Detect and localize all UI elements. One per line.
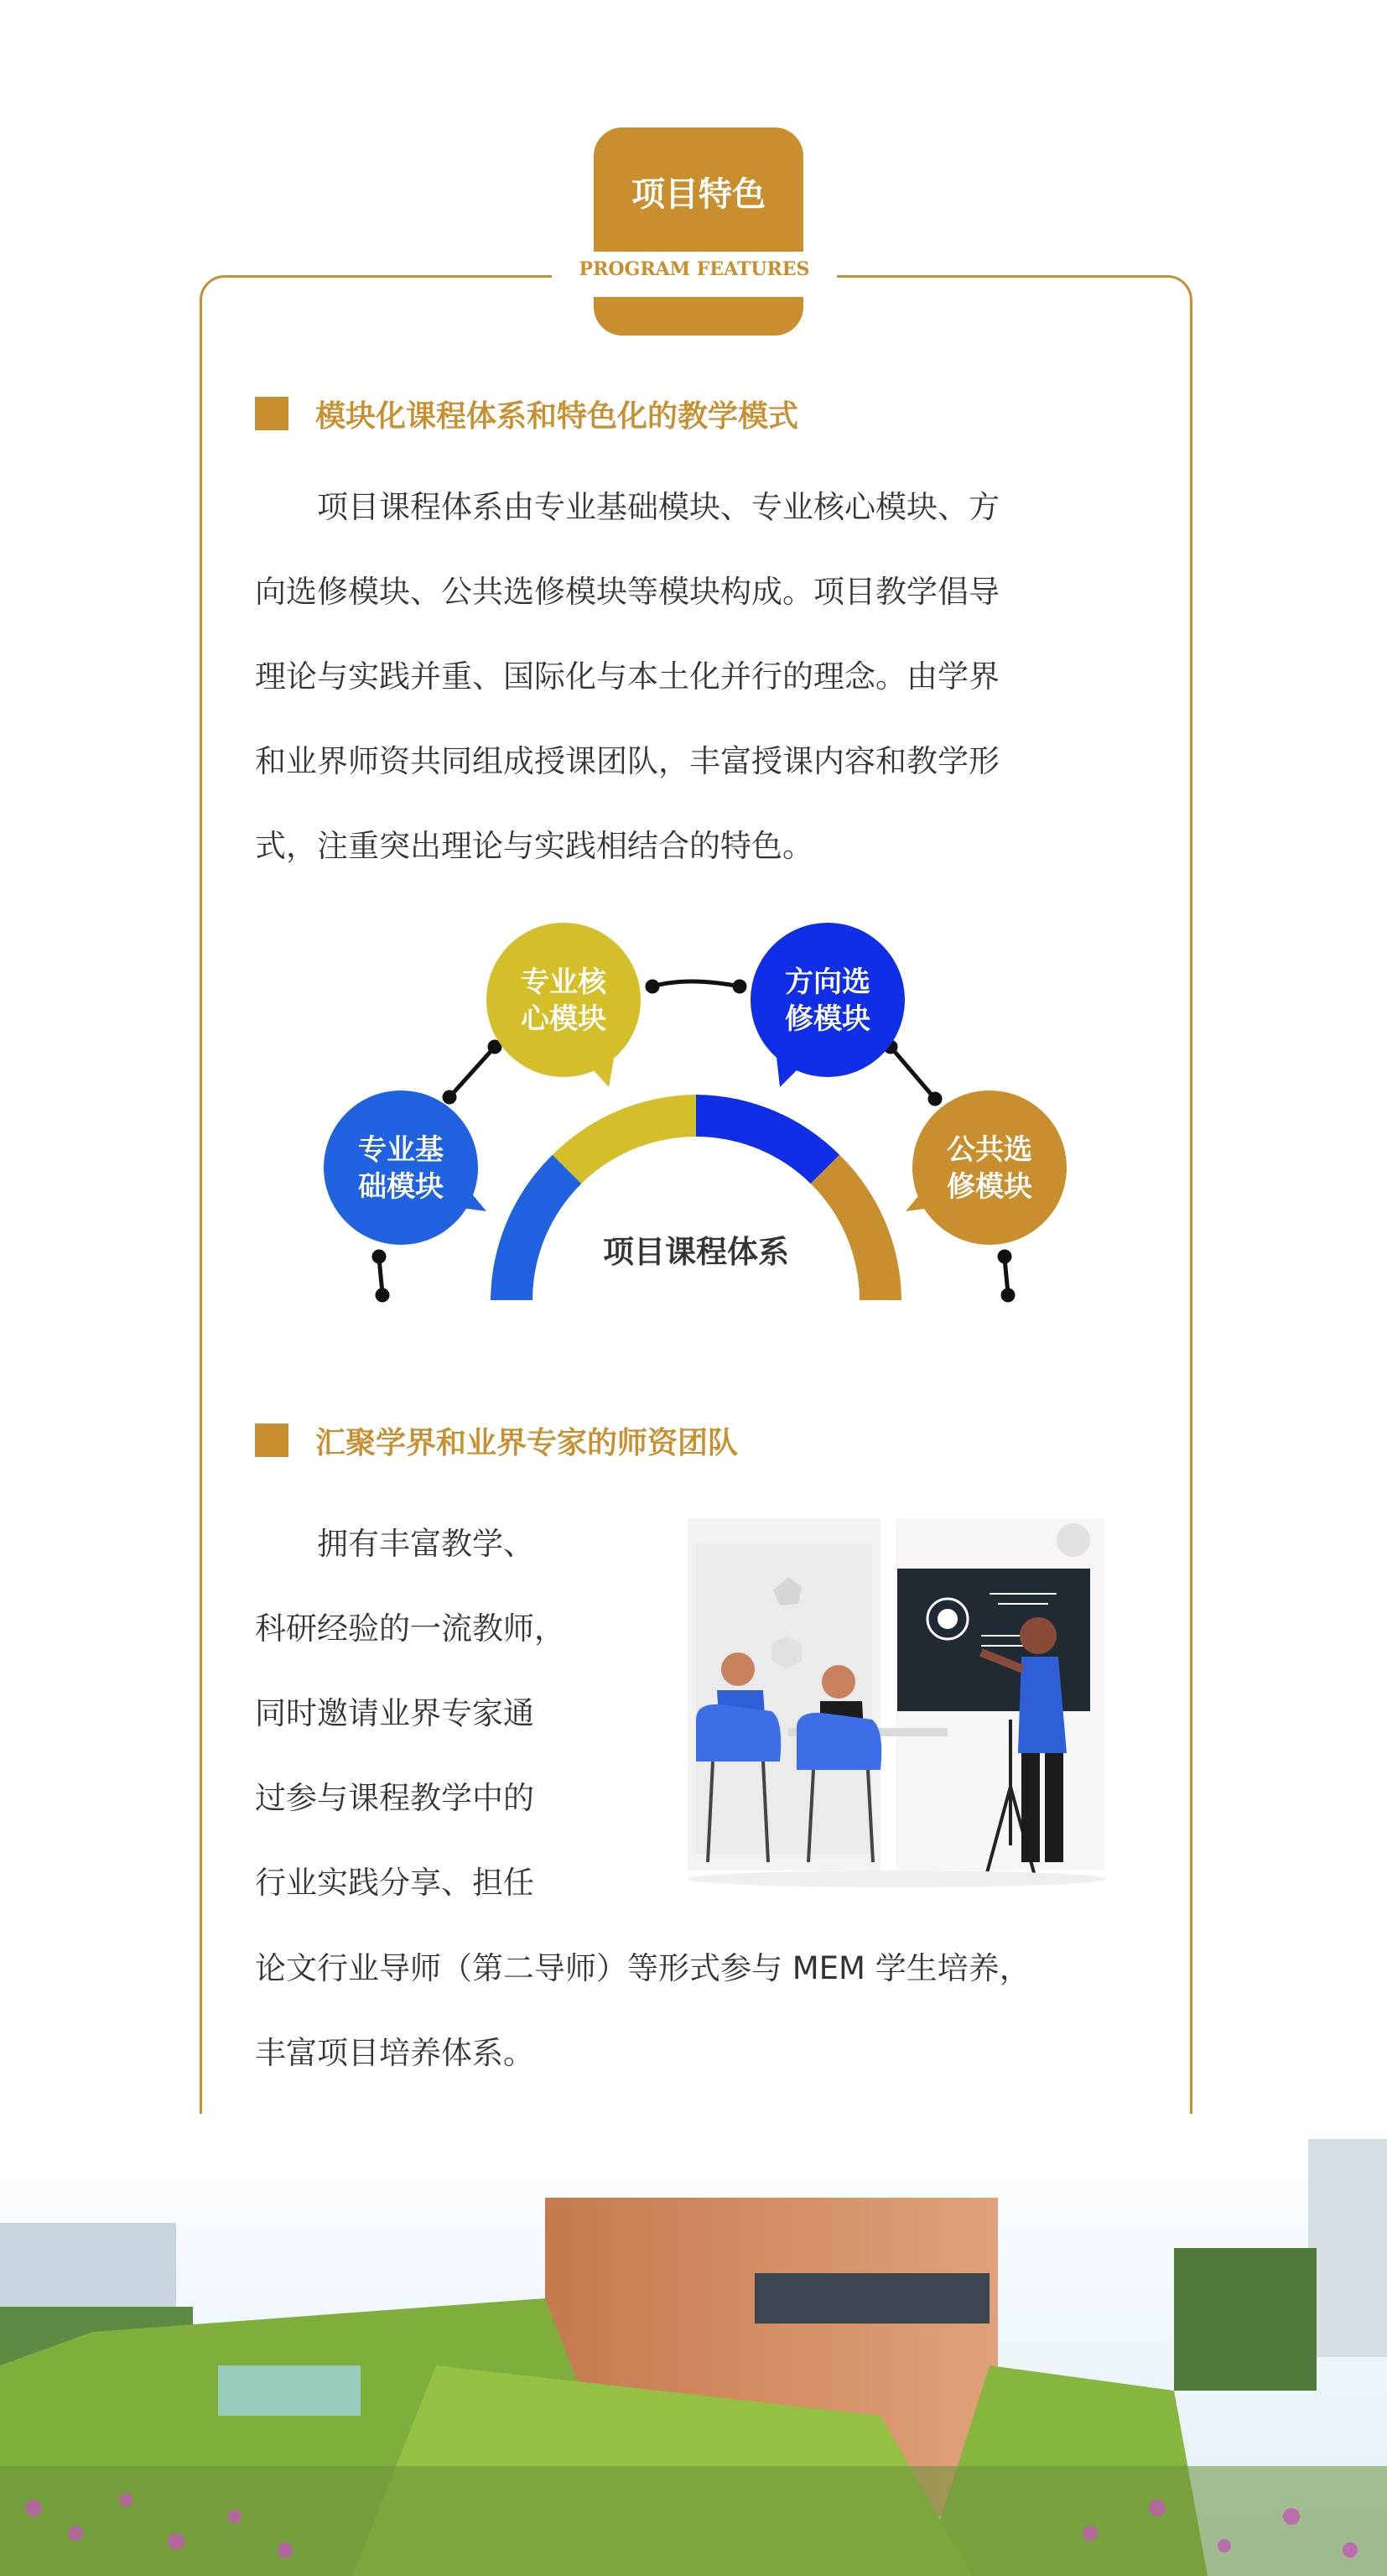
paragraph-line: 同时邀请业界专家通 bbox=[255, 1695, 534, 1731]
title-tab bbox=[594, 127, 803, 336]
module-bubble-core bbox=[486, 923, 641, 1087]
paragraph-line: 论文行业导师（第二导师）等形式参与 MEM 学生培养， bbox=[255, 1950, 1031, 1986]
module-label: 修模块 bbox=[785, 1002, 870, 1036]
paragraph-line: 式，注重突出理论与实践相结合的特色。 bbox=[255, 828, 813, 864]
section2-paragraph-narrow bbox=[255, 1501, 616, 1925]
clock-icon bbox=[1057, 1523, 1090, 1557]
paragraph-line: 向选修模块、公共选修模块等模块构成。项目教学倡导 bbox=[255, 574, 1000, 610]
module-bubble-basic bbox=[324, 1090, 486, 1245]
background-building bbox=[1308, 2139, 1387, 2357]
module-label: 专业基 bbox=[358, 1133, 444, 1167]
teacher-head bbox=[1020, 1617, 1057, 1654]
diagram-center-label: 项目课程体系 bbox=[603, 1234, 789, 1270]
paragraph-line: 科研经验的一流教师， bbox=[255, 1611, 565, 1647]
module-label: 修模块 bbox=[947, 1170, 1032, 1204]
glass-roof bbox=[218, 2365, 361, 2416]
page-subtitle: PROGRAM FEATURES bbox=[579, 258, 810, 280]
campus-building-photo bbox=[0, 2114, 1387, 2576]
arc-segment-direction bbox=[696, 1095, 839, 1184]
paragraph-line: 过参与课程教学中的 bbox=[255, 1780, 534, 1816]
chair bbox=[696, 1704, 781, 1762]
student-head bbox=[822, 1665, 855, 1699]
module-bubble-public bbox=[906, 1090, 1067, 1245]
module-label: 公共选 bbox=[947, 1133, 1032, 1167]
page-title: 项目特色 bbox=[631, 175, 766, 214]
square-bullet-icon bbox=[255, 1423, 288, 1457]
paragraph-line: 和业界师资共同组成授课团队，丰富授课内容和教学形 bbox=[255, 743, 1000, 779]
paragraph-line: 拥有丰富教学、 bbox=[255, 1526, 534, 1562]
section2-heading bbox=[255, 1419, 738, 1461]
student-head bbox=[721, 1652, 755, 1686]
flower-bushes bbox=[0, 2466, 1387, 2576]
trees bbox=[1174, 2248, 1317, 2391]
square-bullet-icon bbox=[255, 397, 288, 430]
windows bbox=[755, 2273, 990, 2324]
section1-paragraph bbox=[255, 465, 1110, 888]
section2-paragraph-wide bbox=[255, 1926, 1127, 2095]
module-label: 专业核 bbox=[521, 965, 606, 999]
module-bubble-direction bbox=[751, 923, 905, 1087]
section1-heading bbox=[255, 393, 798, 435]
classroom-illustration bbox=[679, 1510, 1132, 1896]
module-label: 方向选 bbox=[785, 965, 870, 999]
paragraph-line: 理论与实践并重、国际化与本土化并行的理念。由学界 bbox=[255, 658, 1000, 695]
teacher-body bbox=[1018, 1657, 1067, 1753]
paragraph-line: 项目课程体系由专业基础模块、专业核心模块、方 bbox=[255, 489, 1000, 525]
arc-segment-core bbox=[553, 1095, 696, 1184]
paragraph-line: 行业实践分享、担任 bbox=[255, 1865, 534, 1901]
section2-heading-text: 汇聚学界和业界专家的师资团队 bbox=[315, 1425, 739, 1460]
blackboard bbox=[897, 1569, 1090, 1711]
chair bbox=[797, 1713, 881, 1770]
paragraph-line: 丰富项目培养体系。 bbox=[255, 2035, 534, 2071]
module-label: 心模块 bbox=[521, 1002, 606, 1036]
section1-heading-text: 模块化课程体系和特色化的教学模式 bbox=[315, 398, 799, 434]
module-label: 础模块 bbox=[358, 1170, 444, 1204]
